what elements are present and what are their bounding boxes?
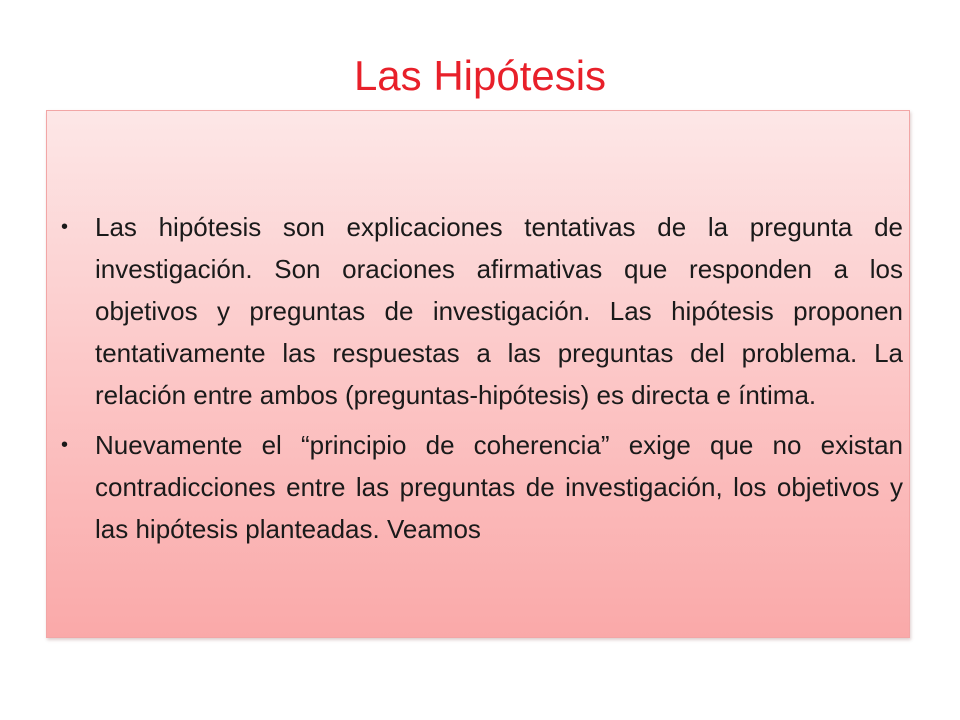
bullet-icon: • — [61, 216, 69, 238]
slide-title: Las Hipótesis — [353, 52, 607, 99]
bullet-list — [47, 206, 911, 558]
bullet-item-1 — [47, 206, 911, 416]
bullet-text-1: Las hipótesis son explicaciones tentativas de la pregunta de investigación. Son oraciones afirmativas que responden a los objetivos y preguntas de investigación. Las hipótesis proponen tentativamente las respuestas a las preguntas del problema. La relación entre ambos (preguntas-hipótesis) es directa e íntima. — [95, 212, 903, 410]
content-box — [46, 110, 910, 638]
bullet-item-2 — [47, 424, 911, 550]
bullet-icon: • — [61, 434, 69, 456]
bullet-text-2: Nuevamente el “principio de coherencia” exige que no existan contradicciones entre las preguntas de investigación, los objetivos y las hipótesis planteadas. Veamos — [95, 430, 903, 544]
